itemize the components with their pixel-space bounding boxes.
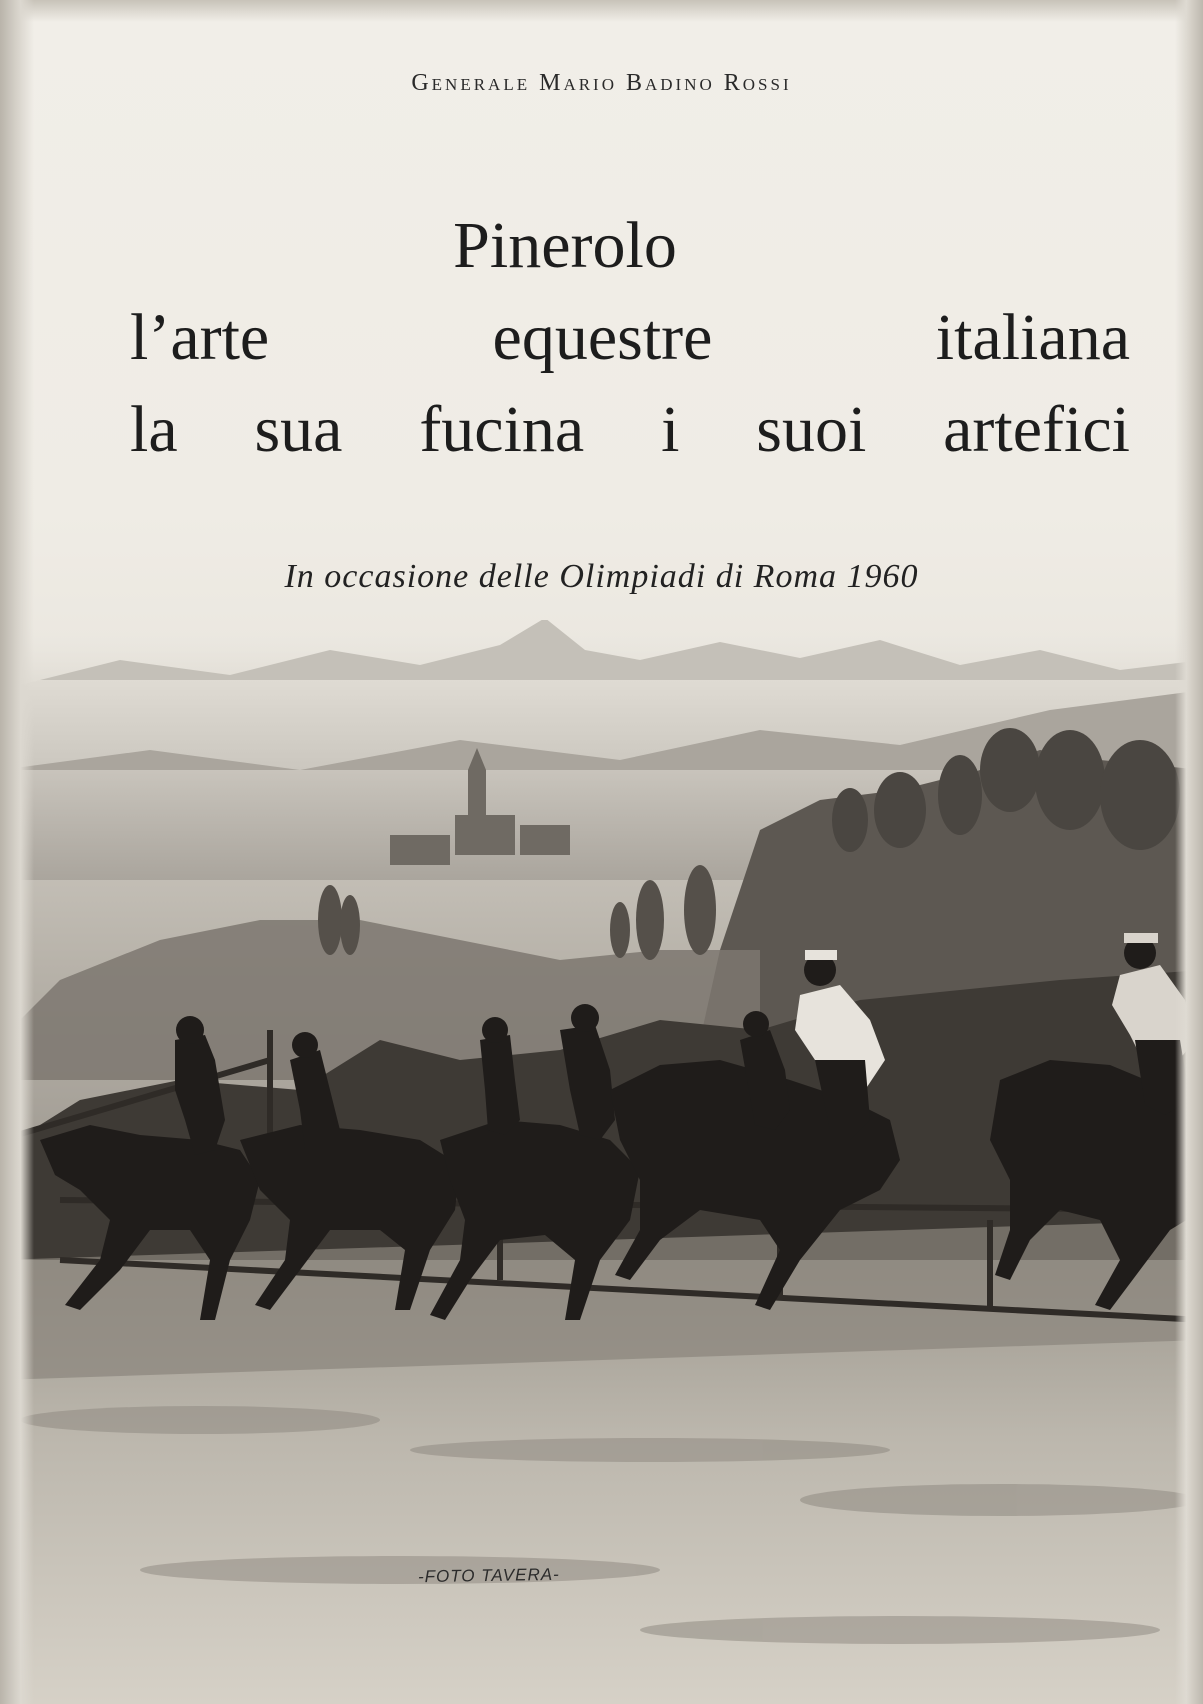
cover-left-edge <box>0 0 34 1704</box>
book-title <box>130 200 1130 476</box>
cover-right-edge <box>1175 0 1203 1704</box>
title-line-1: Pinerolo <box>453 209 677 282</box>
author-name: Generale Mario Badino Rossi <box>411 70 792 96</box>
book-subtitle: In occasione delle Olimpiadi di Roma 1960 <box>284 558 919 595</box>
photo-credit: -FOTO TAVERA- <box>417 1564 560 1587</box>
cover-top-edge <box>0 0 1203 22</box>
riders-landscape-illustration <box>0 620 1203 1704</box>
title-line-2: l’arte equestre italiana <box>130 301 1130 374</box>
title-line-3: la sua fucina i suoi artefici <box>130 393 1130 466</box>
cover-photograph <box>0 620 1203 1704</box>
